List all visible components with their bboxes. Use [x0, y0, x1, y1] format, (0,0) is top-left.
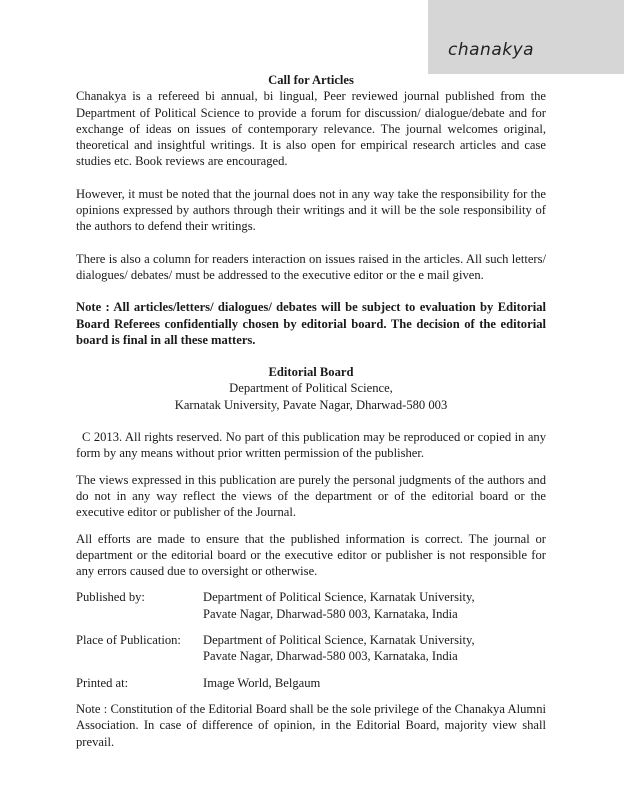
alumni-note: Note : Constitution of the Editorial Board shall be the sole privilege of the Chanakya Alumni Association. In case of difference of opinion, in the Editorial Board, majority view shall prevail. [76, 701, 546, 749]
published-by-row [76, 589, 546, 622]
call-paragraph-2: However, it must be noted that the journal does not in any way take the responsibility for the opinions expressed by authors through their writings and it will be the sole responsibility of the authors to defend their writings. [76, 186, 546, 234]
page-content [76, 72, 546, 750]
editorial-board-line-1: Department of Political Science, [229, 381, 393, 396]
published-by-line-1: Department of Political Science, Karnatak University, [203, 590, 475, 605]
accuracy-disclaimer: All efforts are made to ensure that the published information is correct. The journal or department or the editorial board or the executive editor or publisher is not responsible for any errors caused due to oversight or otherwise. [76, 531, 546, 579]
call-paragraph-1: Chanakya is a refereed bi annual, bi lingual, Peer reviewed journal published from the Department of Political Science to provide a forum for discussion/ dialogue/debate and for exchange of ideas on issues of contemporary relevance. The journal welcomes original, theoretical and insightful writings. It is also open for empirical research articles and case studies etc. Book reviews are encouraged. [76, 89, 546, 169]
printed-at-label: Printed at: [76, 675, 129, 690]
place-of-publication-line-2: Pavate Nagar, Dharwad-580 003, Karnataka, India [203, 649, 458, 664]
printed-at-value: Image World, Belgaum [203, 675, 321, 690]
editorial-board-title: Editorial Board [268, 365, 354, 380]
journal-logo: chanakya [448, 40, 535, 60]
published-by-line-2: Pavate Nagar, Dharwad-580 003, Karnataka, India [203, 606, 458, 621]
evaluation-note: Note : All articles/letters/ dialogues/ debates will be subject to evaluation by Editorial Board Referees confidentially chosen by editorial board. The decision of the editorial board is final in all these matters. [76, 300, 546, 347]
call-paragraph-3: There is also a column for readers interaction on issues raised in the articles. All such letters/ dialogues/ debates/ must be addressed to the executive editor or the e mail given. [76, 251, 546, 282]
published-by-label: Published by: [76, 590, 145, 605]
editorial-board-line-2: Karnatak University, Pavate Nagar, Dharwad-580 003 [174, 397, 448, 412]
place-of-publication-line-1: Department of Political Science, Karnatak University, [203, 633, 475, 648]
place-of-publication-row [76, 632, 546, 665]
place-of-publication-label: Place of Publication: [76, 633, 181, 648]
printed-at-row [76, 675, 546, 691]
copyright-notice: C 2013. All rights reserved. No part of this publication may be reproduced or copied in any form by any means without prior written permission of the publisher. [76, 430, 546, 461]
call-for-articles-title: Call for Articles [268, 73, 354, 87]
views-disclaimer: The views expressed in this publication are purely the personal judgments of the authors and do not in any way reflect the views of the department or of the editorial board or the executive editor or publisher of the Journal. [76, 472, 546, 520]
header-tab [428, 0, 624, 74]
